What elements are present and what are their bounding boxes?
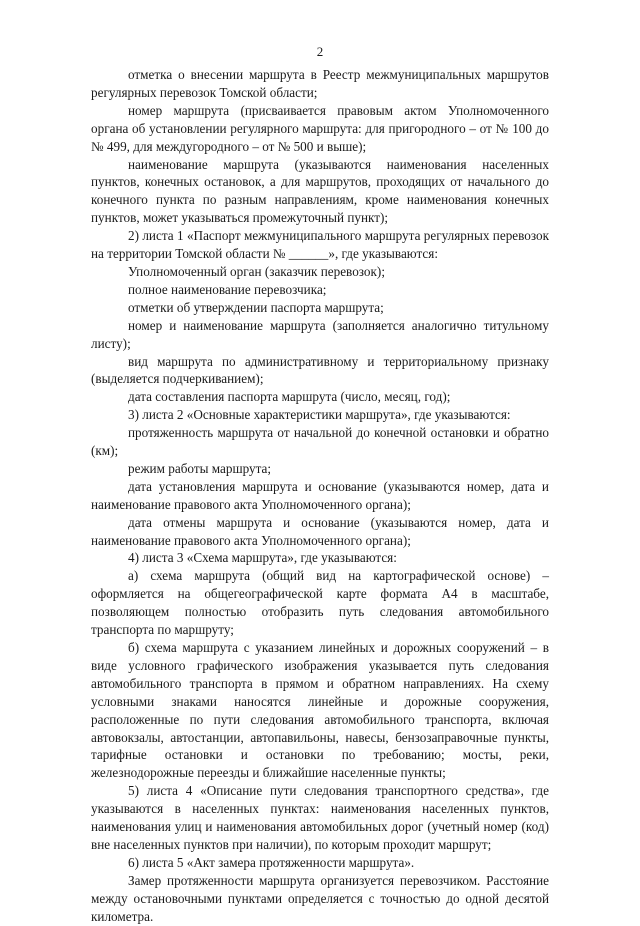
paragraph-sheet-3: 4) листа 3 «Схема маршрута», где указываются: (128, 550, 397, 566)
paragraph-registry-mark: отметка о внесении маршрута в Реестр межмуниципальных маршрутов регулярных перевозок Томской области; (91, 67, 549, 100)
paragraph-operating-mode: режим работы маршрута; (128, 460, 272, 476)
paragraph-route-number: номер маршрута (присваивается правовым актом Уполномоченного органа об установлении регулярного маршрута: для пригородного – от № 100 до № 499, для междугородного – от № 500 и выше); (91, 102, 549, 154)
paragraph-cancellation-date: дата отмены маршрута и основание (указываются номер, дата и наименование правового акта Уполномоченного органа); (91, 514, 549, 548)
document-body (91, 66, 549, 926)
paragraph-approval-marks: отметки об утверждении паспорта маршрута; (128, 299, 384, 315)
paragraph-sheet-1: 2) листа 1 «Паспорт межмуниципального маршрута регулярных перевозок на территории Томской области № ______», где указываются: (91, 228, 549, 262)
paragraph-sheet-4: 5) листа 4 «Описание пути следования транспортного средства», где указываются в населенных пунктах: наименования населенных пунктов, наименования улиц и наименования автомобильных дорог (учетный номер (код) вне населенных пунктов при наличии), по которым проходит маршрут; (91, 783, 549, 852)
paragraph-sheet-2: 3) листа 2 «Основные характеристики маршрута», где указываются: (128, 407, 511, 423)
paragraph-route-name: наименование маршрута (указываются наименования населенных пунктов, конечных остановок, а для маршрутов, проходящих от начального до конечного пункта по разным направлениям, кроме наименования конечных пунктов, может указываться промежуточный пункт); (91, 156, 549, 226)
paragraph-scheme-a: а) схема маршрута (общий вид на картографической основе) – оформляется на общегеографической карте формата А4 в масштабе, позволяющем полностью отобразить путь следования автомобильного транспорта по маршруту; (91, 568, 549, 638)
page-number: 2 (316, 44, 324, 59)
paragraph-scheme-b: б) схема маршрута с указанием линейных и дорожных сооружений – в виде условного графического изображения указывается путь следования автомобильного транспорта в прямом и обратном направлениях. На схему условными знаками наносятся линейные и дорожные сооружения, расположенные по пути следования автомобильного транспорта, включая автовокзалы, автостанции, автопавильоны, навесы, бензозаправочные пункты, тарифные остановки и остановки по требованию; мосты, реки, железнодорожные переезды и ближайшие населенные пункты; (91, 640, 549, 781)
paragraph-route-type: вид маршрута по административному и территориальному признаку (выделяется подчеркиванием); (91, 353, 549, 387)
paragraph-authorized-body: Уполномоченный орган (заказчик перевозок); (128, 263, 385, 279)
paragraph-route-length: протяженность маршрута от начальной до конечной остановки и обратно (км); (91, 425, 549, 459)
paragraph-length-measurement: Замер протяженности маршрута организуется перевозчиком. Расстояние между остановочными пунктами определяется с точностью до одной десятой километра. (91, 872, 549, 924)
paragraph-number-and-name: номер и наименование маршрута (заполняется аналогично титульному листу); (91, 317, 549, 351)
paragraph-sheet-5: 6) листа 5 «Акт замера протяженности маршрута». (128, 854, 415, 870)
paragraph-passport-date: дата составления паспорта маршрута (число, месяц, год); (128, 389, 451, 405)
paragraph-establishment-date: дата установления маршрута и основание (указываются номер, дата и наименование правового акта Уполномоченного органа); (91, 478, 549, 512)
paragraph-carrier-name: полное наименование перевозчика; (128, 281, 327, 297)
